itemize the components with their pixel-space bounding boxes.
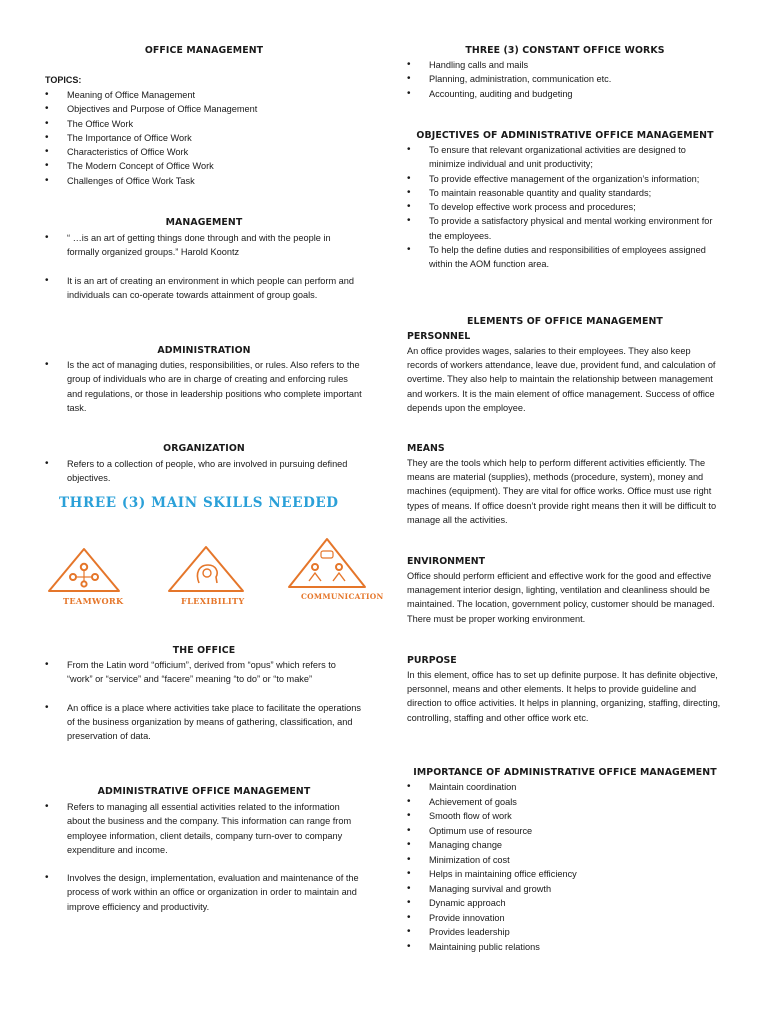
objectives-heading: OBJECTIVES OF ADMINISTRATIVE OFFICE MANAGEMENT	[416, 130, 714, 141]
office-heading: THE OFFICE	[172, 645, 236, 656]
page-title: OFFICE MANAGEMENT	[144, 45, 264, 56]
list-item: • Maintaining public relations	[407, 940, 723, 955]
objectives-list	[407, 143, 723, 272]
purpose-heading: PURPOSE	[407, 655, 457, 666]
list-item: • To maintain reasonable quantity and quality standards;	[407, 186, 723, 200]
list-item: • Challenges of Office Work Task	[45, 174, 363, 188]
list-item: • To develop effective work process and procedures;	[407, 200, 723, 214]
skills-icons	[39, 529, 375, 639]
administration-heading: ADMINISTRATION	[157, 345, 251, 356]
skill-label-communication: COMMUNICATION	[301, 592, 384, 601]
topics-list	[45, 88, 363, 188]
list-item: • Meaning of Office Management	[45, 88, 363, 102]
list-item: • Is the act of managing duties, responsibilities, or rules. Also refers to the group of individuals who are in charge of creating and enforcing rules and regulations, or those in leadership positions who complete important task.	[45, 358, 363, 415]
organization-heading: ORGANIZATION	[163, 443, 245, 454]
list-item: • Achievement of goals	[407, 795, 723, 810]
communication-icon	[289, 539, 365, 587]
importance-heading: IMPORTANCE OF ADMINISTRATIVE OFFICE MANAGEMENT	[413, 767, 717, 778]
topics-label: TOPICS:	[45, 75, 82, 85]
list-item: • Handling calls and mails	[407, 58, 723, 72]
constant-works-list	[407, 58, 723, 101]
personnel-text: An office provides wages, salaries to their employees. They also keep records of workers attendance, leave due, provident fund, and calculation of overtime. They also help to maintain the relationship between management and workers. It is the main element of office management. Success of office depends upon the employee.	[407, 346, 716, 413]
aom-list	[45, 800, 363, 914]
elements-heading: ELEMENTS OF OFFICE MANAGEMENT	[467, 316, 663, 327]
list-item: • It is an art of creating an environment in which people can perform and individuals can co-operate towards attainment of group goals.	[45, 274, 363, 303]
importance-list	[407, 780, 723, 954]
list-item: • Provides leadership	[407, 925, 723, 940]
list-item: • “ …is an art of getting things done through and with the people in formally organized groups.” Harold Koontz	[45, 231, 363, 260]
list-item: • Maintain coordination	[407, 780, 723, 795]
skills-graphic	[39, 491, 384, 621]
list-item: • Managing change	[407, 838, 723, 853]
list-item: • To provide effective management of the organization’s information;	[407, 172, 723, 186]
list-item: • The Importance of Office Work	[45, 131, 363, 145]
list-item: • To help the define duties and responsibilities of employees assigned within the AOM function area.	[407, 243, 723, 272]
means-heading: MEANS	[407, 443, 445, 454]
list-item: • The Office Work	[45, 117, 363, 131]
list-item: • Objectives and Purpose of Office Management	[45, 102, 363, 116]
list-item: • An office is a place where activities take place to facilitate the operations of the business organization by means of gathering, classification, and preservation of data.	[45, 701, 363, 744]
flexibility-icon	[169, 547, 243, 591]
teamwork-icon	[49, 549, 119, 591]
purpose-text: In this element, office has to set up definite purpose. It has definite objective, personnel, means and other elements. It helps to provide guideline and direction to office activities. It helps in planning, organizing, staffing, directing, controlling, staffing and other office work etc.	[407, 670, 721, 723]
list-item: • Refers to managing all essential activities related to the information about the business and the company. This information can range from employee information, client details, company turn-over to company expenditure and income.	[45, 800, 363, 857]
environment-text: Office should perform efficient and effective work for the good and effective management interior design, lighting, ventilation and cleanliness should be maintained. The location, government policy, customer should be managed. There must be proper working environment.	[407, 571, 715, 624]
list-item: • Provide innovation	[407, 911, 723, 926]
organization-list	[45, 457, 363, 486]
list-item: • Minimization of cost	[407, 853, 723, 868]
skill-label-teamwork: TEAMWORK	[63, 596, 124, 606]
list-item: • Involves the design, implementation, evaluation and maintenance of the process of work within an office or organization in order to maintain and improve efficiency and productivity.	[45, 871, 363, 914]
list-item: • To ensure that relevant organizational activities are designed to minimize individual and unit productivity;	[407, 143, 723, 172]
administration-list	[45, 358, 363, 415]
list-item: • Planning, administration, communication etc.	[407, 72, 723, 86]
list-item: • Dynamic approach	[407, 896, 723, 911]
means-text: They are the tools which help to perform different activities efficiently. The means are material (supplies), methods (procedure, system), money and machines (equipment). They are vital for office works. Office must use right types of means. If office doesn’t provide right means then it will be difficult to manage all the activities.	[407, 458, 717, 525]
aom-heading: ADMINISTRATIVE OFFICE MANAGEMENT	[97, 786, 311, 797]
skill-label-flexibility: FLEXIBILITY	[181, 596, 245, 606]
personnel-heading: PERSONNEL	[407, 331, 471, 342]
list-item: • Smooth flow of work	[407, 809, 723, 824]
office-list	[45, 658, 363, 743]
management-list	[45, 231, 363, 302]
list-item: • From the Latin word “officium”, derived from “opus” which refers to “work” or “service” and “facere” meaning “to do” or “to make”	[45, 658, 363, 687]
environment-heading: ENVIRONMENT	[407, 556, 486, 567]
list-item: • Optimum use of resource	[407, 824, 723, 839]
list-item: • Characteristics of Office Work	[45, 145, 363, 159]
list-item: • Managing survival and growth	[407, 882, 723, 897]
list-item: • To provide a satisfactory physical and mental working environment for the employees.	[407, 214, 723, 243]
list-item: • The Modern Concept of Office Work	[45, 159, 363, 173]
list-item: • Helps in maintaining office efficiency	[407, 867, 723, 882]
constant-works-heading: THREE (3) CONSTANT OFFICE WORKS	[465, 45, 665, 56]
skills-title: THREE (3) MAIN SKILLS NEEDED	[59, 495, 339, 511]
list-item: • Refers to a collection of people, who are involved in pursuing defined objectives.	[45, 457, 363, 486]
management-heading: MANAGEMENT	[165, 217, 243, 228]
list-item: • Accounting, auditing and budgeting	[407, 87, 723, 101]
